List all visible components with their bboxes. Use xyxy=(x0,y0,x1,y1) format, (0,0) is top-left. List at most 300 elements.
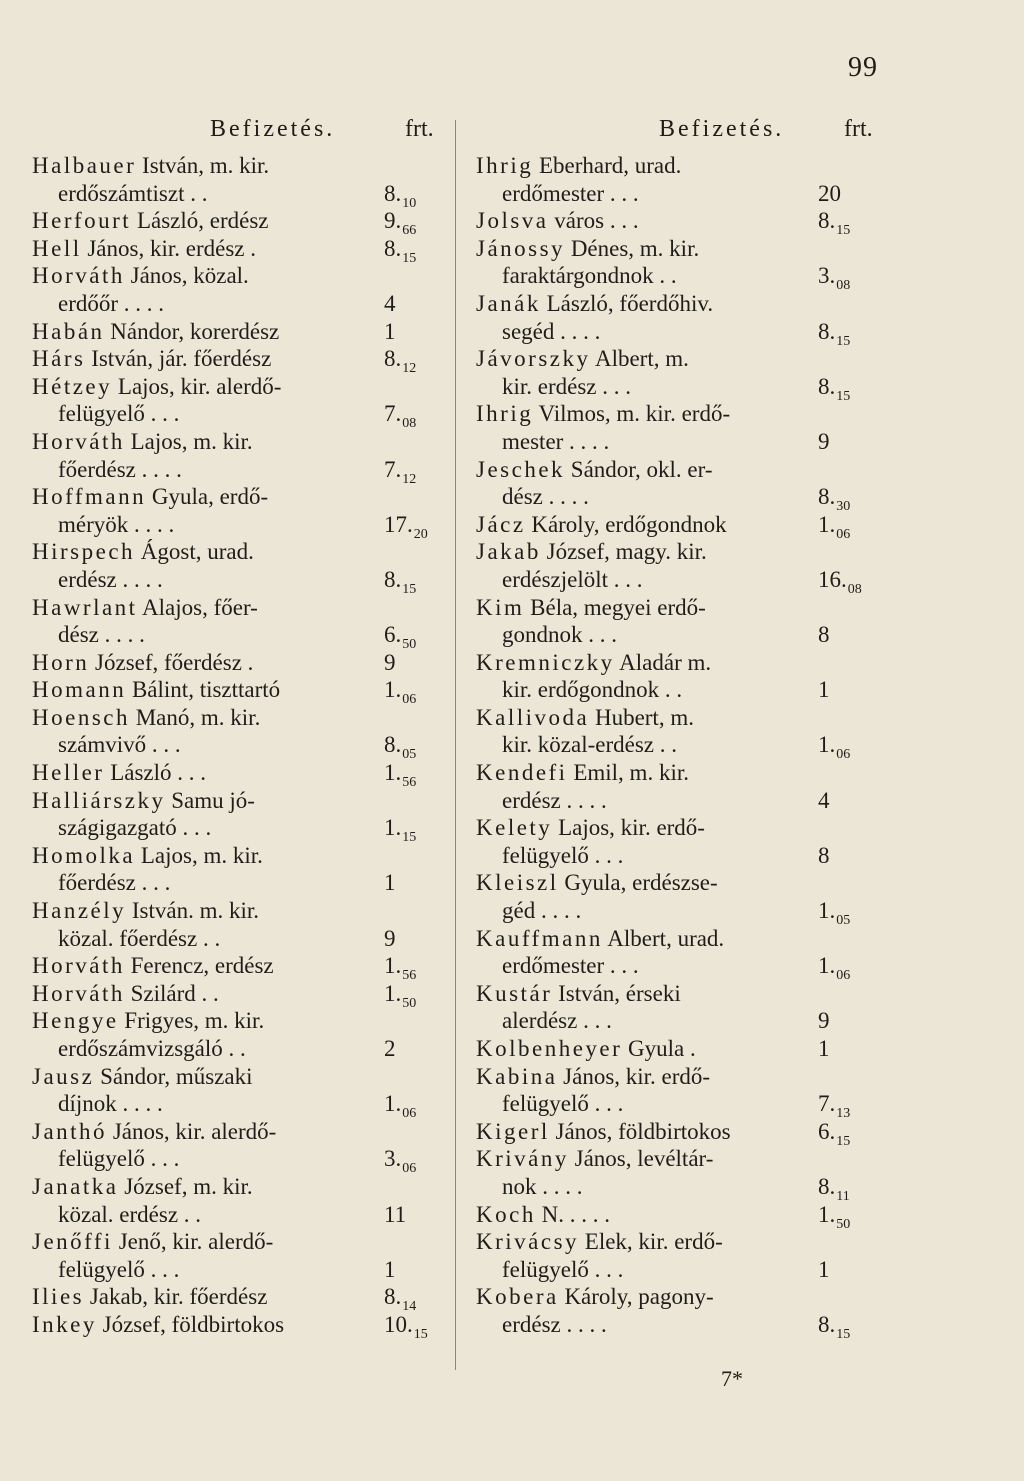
entry-text: felügyelő . . . xyxy=(58,1146,180,1172)
entry-label xyxy=(476,649,711,677)
amount-forint: 8. xyxy=(384,1284,402,1310)
ledger-line xyxy=(476,345,896,373)
amount-kreuzer: 15 xyxy=(836,333,851,349)
amount-kreuzer: 06 xyxy=(402,1106,417,1122)
entry-surname: Habán xyxy=(32,318,105,344)
amount-kreuzer: 06 xyxy=(836,968,851,984)
entry-label xyxy=(502,842,623,870)
entry-text: Albert, urad. xyxy=(602,925,725,951)
entry-surname: Hárs xyxy=(32,346,86,372)
entry-text: Nándor, korerdész xyxy=(104,318,280,344)
entry-label xyxy=(502,318,600,346)
entry-label xyxy=(476,1283,714,1311)
entry-surname: Jávorszky xyxy=(476,346,591,372)
ledger-line xyxy=(476,1228,896,1256)
entry-label xyxy=(32,787,255,815)
entry-surname: Jeschek xyxy=(476,456,566,482)
entry-text: közal. főerdész . . xyxy=(58,925,221,951)
entry-surname: Homann xyxy=(32,677,127,703)
entry-label xyxy=(502,1311,607,1339)
amount-kreuzer: 06 xyxy=(402,692,417,708)
entry-label xyxy=(476,538,707,566)
entry-text: Ágost, urad. xyxy=(135,539,254,565)
amount-forint: 1 xyxy=(384,1256,396,1282)
amount-forint: 6. xyxy=(384,622,402,648)
amount-kreuzer: 66 xyxy=(402,223,417,239)
ledger-line xyxy=(32,1035,460,1063)
entry-surname: Jánossy xyxy=(476,235,566,261)
amount-kreuzer: 15 xyxy=(836,1133,851,1149)
entry-surname: Horváth xyxy=(32,953,125,979)
ledger-line xyxy=(32,566,460,597)
entry-text: gondnok . . . xyxy=(502,622,617,648)
entry-label xyxy=(32,235,256,263)
amount-forint: 1 xyxy=(818,677,830,703)
ledger-line xyxy=(32,345,460,377)
entry-label xyxy=(32,1311,284,1339)
entry-label xyxy=(32,1118,276,1146)
amount-forint: 9 xyxy=(818,1008,830,1034)
amount-kreuzer: 30 xyxy=(836,499,851,515)
ledger-line xyxy=(476,952,896,984)
amount-kreuzer: 15 xyxy=(402,250,417,266)
entry-label xyxy=(58,925,220,953)
entry-label xyxy=(32,318,279,346)
amount-forint: 7. xyxy=(818,1091,836,1117)
right-column xyxy=(476,112,896,1342)
amount-forint: 9 xyxy=(818,428,830,454)
entry-amount xyxy=(818,1035,830,1063)
amount-forint: 8. xyxy=(384,732,402,758)
ledger-line xyxy=(476,704,896,732)
amount-kreuzer: 15 xyxy=(836,1326,851,1342)
amount-kreuzer: 20 xyxy=(413,526,428,542)
amount-forint: 17. xyxy=(384,511,413,537)
left-column xyxy=(32,112,460,1342)
ledger-line xyxy=(32,704,460,732)
entry-text: kir. erdész . . . xyxy=(502,373,632,399)
ledger-line xyxy=(476,731,896,763)
entry-amount xyxy=(818,787,830,815)
amount-forint: 8 xyxy=(818,622,830,648)
entry-text: Albert, m. xyxy=(590,346,689,372)
amount-kreuzer: 11 xyxy=(836,1188,850,1204)
entry-label xyxy=(476,1145,713,1173)
left-header-title: Befizetés. xyxy=(210,116,336,142)
entry-label xyxy=(502,676,682,704)
ledger-line xyxy=(476,207,896,239)
amount-kreuzer: 15 xyxy=(836,388,851,404)
entry-text: Emil, m. kir. xyxy=(567,760,689,786)
entry-label xyxy=(476,1201,610,1229)
entry-text: Eberhard, urad. xyxy=(533,153,682,178)
entry-text: Lajos, m. kir. xyxy=(135,842,263,868)
ledger-line xyxy=(476,1035,896,1063)
amount-forint: 1. xyxy=(818,898,836,924)
entry-text: Gyula, erdő- xyxy=(146,484,269,510)
entry-surname: Kauffmann xyxy=(476,925,603,951)
entry-amount xyxy=(818,676,830,704)
ledger-line xyxy=(476,400,896,428)
entry-label xyxy=(502,787,607,815)
entry-text: szágigazgató . . . xyxy=(58,815,212,841)
ledger-line xyxy=(32,1256,460,1284)
ledger-line xyxy=(32,1118,460,1146)
amount-forint: 1 xyxy=(818,1256,830,1282)
amount-kreuzer: 15 xyxy=(836,223,851,239)
entry-surname: Homolka xyxy=(32,842,136,868)
entry-amount xyxy=(384,1035,396,1063)
ledger-line xyxy=(476,897,896,929)
entry-surname: Kobera xyxy=(476,1284,559,1310)
entry-text: Elek, kir. erdő- xyxy=(579,1229,723,1255)
ledger-line xyxy=(32,262,460,290)
amount-kreuzer: 08 xyxy=(402,416,417,432)
entry-surname: Jenőffi xyxy=(32,1229,113,1255)
entry-amount xyxy=(384,869,396,897)
entry-surname: Kabina xyxy=(476,1063,558,1089)
entry-surname: Janák xyxy=(476,290,541,316)
entry-text: Jakab, kir. főerdész xyxy=(84,1284,268,1310)
entry-label xyxy=(476,594,706,622)
entry-label xyxy=(476,704,694,732)
entry-text: Dénes, m. kir. xyxy=(565,235,700,261)
entry-text: nok . . . . xyxy=(502,1173,583,1199)
entry-surname: Horváth xyxy=(32,263,125,289)
amount-forint: 9 xyxy=(384,649,396,675)
entry-label xyxy=(32,483,268,511)
entry-amount xyxy=(384,290,396,318)
entry-text: felügyelő . . . xyxy=(58,401,180,427)
entry-label xyxy=(58,1035,246,1063)
entry-label xyxy=(32,980,219,1008)
right-header-unit: frt. xyxy=(844,116,873,142)
ledger-line xyxy=(32,483,460,511)
entry-surname: Hoensch xyxy=(32,704,130,730)
ledger-line xyxy=(32,980,460,1011)
entry-label xyxy=(58,1090,163,1118)
entry-text: János, kir. erdész . xyxy=(81,235,256,261)
ledger-line xyxy=(32,869,460,897)
entry-surname: Hoffmann xyxy=(32,484,147,510)
entry-text: Manó, m. kir. xyxy=(129,704,261,730)
entry-label xyxy=(58,456,182,484)
amount-forint: 1. xyxy=(818,732,836,758)
ledger-line xyxy=(476,566,896,597)
entry-text: Aladár m. xyxy=(614,649,712,675)
entry-text: János, kir. erdő- xyxy=(557,1063,711,1089)
amount-forint: 1 xyxy=(384,318,396,344)
ledger-line xyxy=(476,428,896,456)
amount-kreuzer: 06 xyxy=(836,526,851,542)
entry-surname: Kustár xyxy=(476,980,553,1006)
entry-label xyxy=(476,1063,710,1091)
entry-label xyxy=(502,621,617,649)
amount-kreuzer: 05 xyxy=(836,913,851,929)
entry-text: Gyula, erdészse- xyxy=(558,870,718,896)
entry-surname: Krivány xyxy=(476,1146,569,1172)
entry-label xyxy=(502,262,677,290)
ledger-line xyxy=(32,621,460,653)
amount-forint: 1. xyxy=(818,1201,836,1227)
entry-label xyxy=(32,676,280,704)
entry-label xyxy=(502,952,639,980)
amount-kreuzer: 10 xyxy=(402,195,417,211)
entry-label xyxy=(476,814,705,842)
ledger-line xyxy=(32,290,460,318)
entry-label xyxy=(58,400,179,428)
entry-surname: Halliárszky xyxy=(32,787,166,813)
ledger-line xyxy=(476,1090,896,1122)
entry-surname: Kleiszl xyxy=(476,870,559,896)
entry-label xyxy=(32,207,268,235)
entry-surname: Heller xyxy=(32,760,105,786)
entry-text: Lajos, m. kir. xyxy=(124,428,253,454)
entry-text: főerdész . . . xyxy=(58,870,171,896)
entry-text: alerdész . . . xyxy=(502,1008,612,1034)
entry-text: Sándor, műszaki xyxy=(94,1063,253,1089)
ledger-line xyxy=(476,538,896,566)
entry-label xyxy=(476,456,712,484)
entry-text: közal. erdész . . xyxy=(58,1201,202,1227)
ledger-line xyxy=(32,152,460,180)
entry-text: Ferencz, erdész xyxy=(124,953,274,979)
amount-forint: 8 xyxy=(818,842,830,868)
entry-amount xyxy=(818,180,841,208)
entry-text: mester . . . . xyxy=(502,428,610,454)
ledger-line xyxy=(476,1118,896,1149)
entry-surname: Hell xyxy=(32,235,82,261)
column-divider xyxy=(455,120,456,1370)
amount-forint: 1 xyxy=(384,870,396,896)
entry-surname: Ihrig xyxy=(476,401,534,427)
amount-kreuzer: 12 xyxy=(402,471,417,487)
entry-label xyxy=(502,1173,583,1201)
entry-text: számvivő . . . xyxy=(58,732,181,758)
entry-text: Gyula . xyxy=(622,1036,696,1061)
entry-text: Vilmos, m. kir. erdő- xyxy=(533,401,731,427)
amount-forint: 8. xyxy=(818,1173,836,1199)
entry-label xyxy=(32,704,260,732)
entry-text: dész . . . . xyxy=(58,622,145,648)
entry-label xyxy=(502,566,643,594)
entry-label xyxy=(32,649,253,677)
ledger-line xyxy=(476,980,896,1008)
entry-label xyxy=(476,345,689,373)
entry-surname: Ilies xyxy=(32,1284,85,1310)
entry-text: József, m. kir. xyxy=(118,1173,253,1199)
entry-text: méryök . . . . xyxy=(58,511,175,537)
ledger-line xyxy=(32,1228,460,1256)
amount-forint: 4 xyxy=(818,787,830,813)
amount-forint: 16. xyxy=(818,566,847,592)
entry-label xyxy=(476,1035,696,1063)
amount-forint: 6. xyxy=(818,1118,836,1144)
entry-text: László, főerdőhiv. xyxy=(540,290,714,316)
entry-label xyxy=(32,1228,273,1256)
left-header-unit: frt. xyxy=(405,116,434,142)
amount-forint: 8. xyxy=(384,346,402,372)
amount-forint: 1. xyxy=(818,511,836,537)
entry-text: József, magy. kir. xyxy=(540,539,707,565)
entry-text: erdész . . . . xyxy=(502,787,607,813)
left-column-header xyxy=(32,112,460,152)
ledger-line xyxy=(476,1201,896,1232)
entry-surname: Jakab xyxy=(476,539,541,565)
entry-surname: Ihrig xyxy=(476,153,534,178)
amount-forint: 2 xyxy=(384,1036,396,1061)
entry-surname: Kolbenheyer xyxy=(476,1036,623,1061)
entry-surname: Hirspech xyxy=(32,539,136,565)
entry-amount xyxy=(384,925,396,953)
entry-text: Szilárd . . xyxy=(124,980,219,1006)
entry-surname: Horn xyxy=(32,649,90,675)
entry-text: János, kir. alerdő- xyxy=(107,1118,277,1144)
amount-forint: 10. xyxy=(384,1311,413,1337)
entry-label xyxy=(476,207,639,235)
ledger-line xyxy=(32,842,460,870)
ledger-line xyxy=(32,538,460,566)
entry-label xyxy=(32,1007,264,1035)
amount-kreuzer: 13 xyxy=(836,1106,851,1122)
entry-label xyxy=(502,1256,623,1284)
entry-label xyxy=(476,511,727,539)
entry-label xyxy=(502,483,589,511)
entry-text: Alajos, főer- xyxy=(137,594,258,620)
entry-text: József, főerdész . xyxy=(89,649,254,675)
entry-label xyxy=(32,897,259,925)
entry-surname: Jácz xyxy=(476,511,526,537)
amount-kreuzer: 06 xyxy=(402,1161,417,1177)
ledger-line xyxy=(32,1007,460,1035)
ledger-line xyxy=(32,594,460,622)
amount-kreuzer: 12 xyxy=(402,361,417,377)
ledger-line xyxy=(32,207,460,239)
ledger-line xyxy=(476,235,896,263)
amount-forint: 7. xyxy=(384,456,402,482)
amount-forint: 1. xyxy=(384,677,402,703)
left-entries xyxy=(32,152,460,1342)
entry-label xyxy=(58,814,211,842)
entry-surname: Herfourt xyxy=(32,208,132,234)
entry-text: város . . . xyxy=(548,208,639,234)
entry-surname: Hawrlant xyxy=(32,594,138,620)
ledger-line xyxy=(476,511,896,542)
amount-forint: 8. xyxy=(384,235,402,261)
entry-label xyxy=(58,731,181,759)
entry-text: díjnok . . . . xyxy=(58,1091,163,1117)
amount-forint: 8. xyxy=(818,318,836,344)
amount-forint: 1. xyxy=(384,1091,402,1117)
entry-text: felügyelő . . . xyxy=(58,1256,180,1282)
entry-text: János, közal. xyxy=(124,263,249,289)
amount-forint: 1. xyxy=(384,760,402,786)
amount-forint: 8. xyxy=(384,566,402,592)
entry-text: erdőmester . . . xyxy=(502,180,639,206)
entry-label xyxy=(502,731,677,759)
ledger-line xyxy=(476,594,896,622)
ledger-line xyxy=(32,731,460,763)
entry-text: Hubert, m. xyxy=(589,704,694,730)
amount-kreuzer: 15 xyxy=(402,581,417,597)
entry-amount xyxy=(384,1311,428,1343)
entry-label xyxy=(476,1118,731,1146)
ledger-line xyxy=(476,925,896,953)
entry-label xyxy=(32,842,263,870)
entry-text: erdőszámvizsgáló . . xyxy=(58,1036,246,1061)
entry-text: felügyelő . . . xyxy=(502,1091,624,1117)
ledger-line xyxy=(476,1256,896,1284)
entry-text: László, erdész xyxy=(131,208,269,234)
amount-kreuzer: 15 xyxy=(413,1326,428,1342)
entry-amount xyxy=(818,1256,830,1284)
entry-text: Frigyes, m. kir. xyxy=(118,1008,265,1034)
entry-text: főerdész . . . . xyxy=(58,456,182,482)
ledger-line xyxy=(32,759,460,791)
amount-forint: 3. xyxy=(384,1146,402,1172)
entry-label xyxy=(476,290,713,318)
entry-label xyxy=(476,235,699,263)
ledger-line xyxy=(476,869,896,897)
ledger-line xyxy=(32,456,460,487)
entry-text: N. . . . . xyxy=(535,1201,610,1227)
entry-text: erdőőr . . . . xyxy=(58,290,165,316)
entry-surname: Horváth xyxy=(32,428,125,454)
entry-surname: Kigerl xyxy=(476,1118,550,1144)
amount-forint: 8. xyxy=(818,208,836,234)
entry-text: István, m. kir. xyxy=(136,153,270,178)
amount-forint: 8. xyxy=(384,180,402,206)
amount-forint: 3. xyxy=(818,263,836,289)
entry-surname: Kelety xyxy=(476,815,553,841)
amount-kreuzer: 08 xyxy=(836,278,851,294)
entry-text: József, földbirtokos xyxy=(96,1311,285,1337)
ledger-line xyxy=(32,1063,460,1091)
entry-text: János, levéltár- xyxy=(568,1146,714,1172)
entry-text: Lajos, kir. alerdő- xyxy=(112,373,282,399)
entry-label xyxy=(476,400,730,428)
entry-surname: Kendefi xyxy=(476,760,568,786)
entry-label xyxy=(502,897,581,925)
entry-label xyxy=(502,180,639,208)
ledger-line xyxy=(476,676,896,704)
entry-label xyxy=(502,373,631,401)
entry-amount xyxy=(384,649,396,677)
ledger-line xyxy=(476,814,896,842)
entry-label xyxy=(502,1090,623,1118)
entry-text: Károly, erdőgondnok xyxy=(525,511,727,537)
right-header-title: Befizetés. xyxy=(659,116,785,142)
ledger-line xyxy=(32,787,460,815)
entry-label xyxy=(32,1173,253,1201)
entry-surname: Hanzély xyxy=(32,898,127,924)
ledger-line xyxy=(32,1145,460,1177)
ledger-line xyxy=(476,649,896,677)
entry-text: Jenő, kir. alerdő- xyxy=(112,1229,274,1255)
amount-kreuzer: 50 xyxy=(836,1216,851,1232)
entry-label xyxy=(58,621,145,649)
entry-label xyxy=(32,594,258,622)
entry-label xyxy=(502,428,609,456)
ledger-line xyxy=(32,676,460,708)
ledger-line xyxy=(476,842,896,870)
entry-surname: Horváth xyxy=(32,980,125,1006)
entry-label xyxy=(32,428,253,456)
entry-label xyxy=(32,759,206,787)
ledger-line xyxy=(32,1173,460,1201)
ledger-line xyxy=(476,373,896,404)
entry-text: erdész . . . . xyxy=(58,566,163,592)
